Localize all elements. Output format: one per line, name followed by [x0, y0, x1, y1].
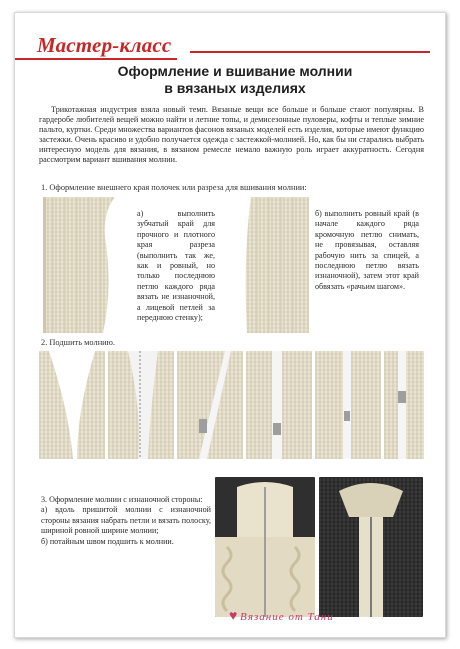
- section1-text-a: а) выполнить зубчатый край для прочного и плотного края разреза (выполнить так же, как и ровный, но только последнюю петлю каждого ряда вязать не изнаночной, а лицевой петлей за переднюю стенку);: [137, 209, 215, 323]
- zip-photo-3: [177, 351, 243, 459]
- section3-item-b: б) потайным швом подшить к молнии.: [41, 536, 174, 546]
- watermark-text: Вязание от Тани: [240, 611, 334, 623]
- zip-photo-4: [246, 351, 312, 459]
- section3-heading: 3. Оформление молнии с изнаночной стороны:: [41, 495, 203, 504]
- knit-edge-illustration: [43, 197, 131, 333]
- section2-heading: 2. Подшить молнию.: [41, 338, 116, 347]
- document-page: [14, 12, 446, 638]
- zip-illustration: [315, 351, 381, 459]
- section1-text-b: б) выполнить ровный край (в начале каждого ряда кромочную петлю снимать, не провязывая, оставляя рабочую нить за спицей, а последнюю петлю вязать изнаночной), затем этот край обвязать «рачьим шагом».: [315, 209, 419, 291]
- section1-heading: 1. Оформление внешнего края полочек или разреза для вшивания молнии:: [41, 183, 307, 192]
- zip-photo-2: [108, 351, 174, 459]
- photo-zigzag-edge: [43, 197, 131, 333]
- zip-illustration: [384, 351, 424, 459]
- zip-illustration: [39, 351, 105, 459]
- title-line-2: в вязаных изделиях: [164, 80, 306, 96]
- zip-photo-5: [315, 351, 381, 459]
- sweater-inside-photo: [319, 477, 423, 617]
- knit-edge-illustration: [223, 197, 309, 333]
- cable-sweater-illustration: [215, 477, 315, 617]
- section3-item-a: а) вдоль пришитой молнии с изнаночной стороны вязания набрать петли и вязать полоску, шириной ровной ширине молнии;: [41, 505, 211, 536]
- banner-master-class: Мастер-класс: [37, 33, 172, 57]
- intro-paragraph: Трикотажная индустрия взяла новый темп. Вязаные вещи все больше и больше стают популярны. В гардеробе любителей вещей можно найти и летние топы, и демисезонные пуловеры, кофты и теплые зимние пальто, куртки. Среди множества вариантов фасонов вязаных моделей есть изделия, которые имеют функцию застежки. Очень красиво и удобно получается одежда с застежкой-молнией. Но, как бы ни старались выбрать интересную модель для вязания, в вязаном ремесле немало важную роль играет аккуратность. Сегодня рассмотрим вариант вшивания молнии.: [39, 105, 424, 164]
- zip-photo-6: [384, 351, 424, 459]
- zip-illustration: [246, 351, 312, 459]
- article-title: [75, 63, 395, 97]
- zip-illustration: [108, 351, 174, 459]
- photo-straight-edge: [223, 197, 309, 333]
- section3-block: [41, 495, 211, 547]
- zip-illustration: [177, 351, 243, 459]
- banner-rule: [190, 51, 430, 53]
- sweater-cable-photo: [215, 477, 315, 617]
- watermark-heart-icon: ♥: [229, 609, 238, 624]
- title-line-1: Оформление и вшивание молнии: [117, 63, 353, 79]
- inside-zipper-illustration: [319, 477, 423, 617]
- zip-photo-1: [39, 351, 105, 459]
